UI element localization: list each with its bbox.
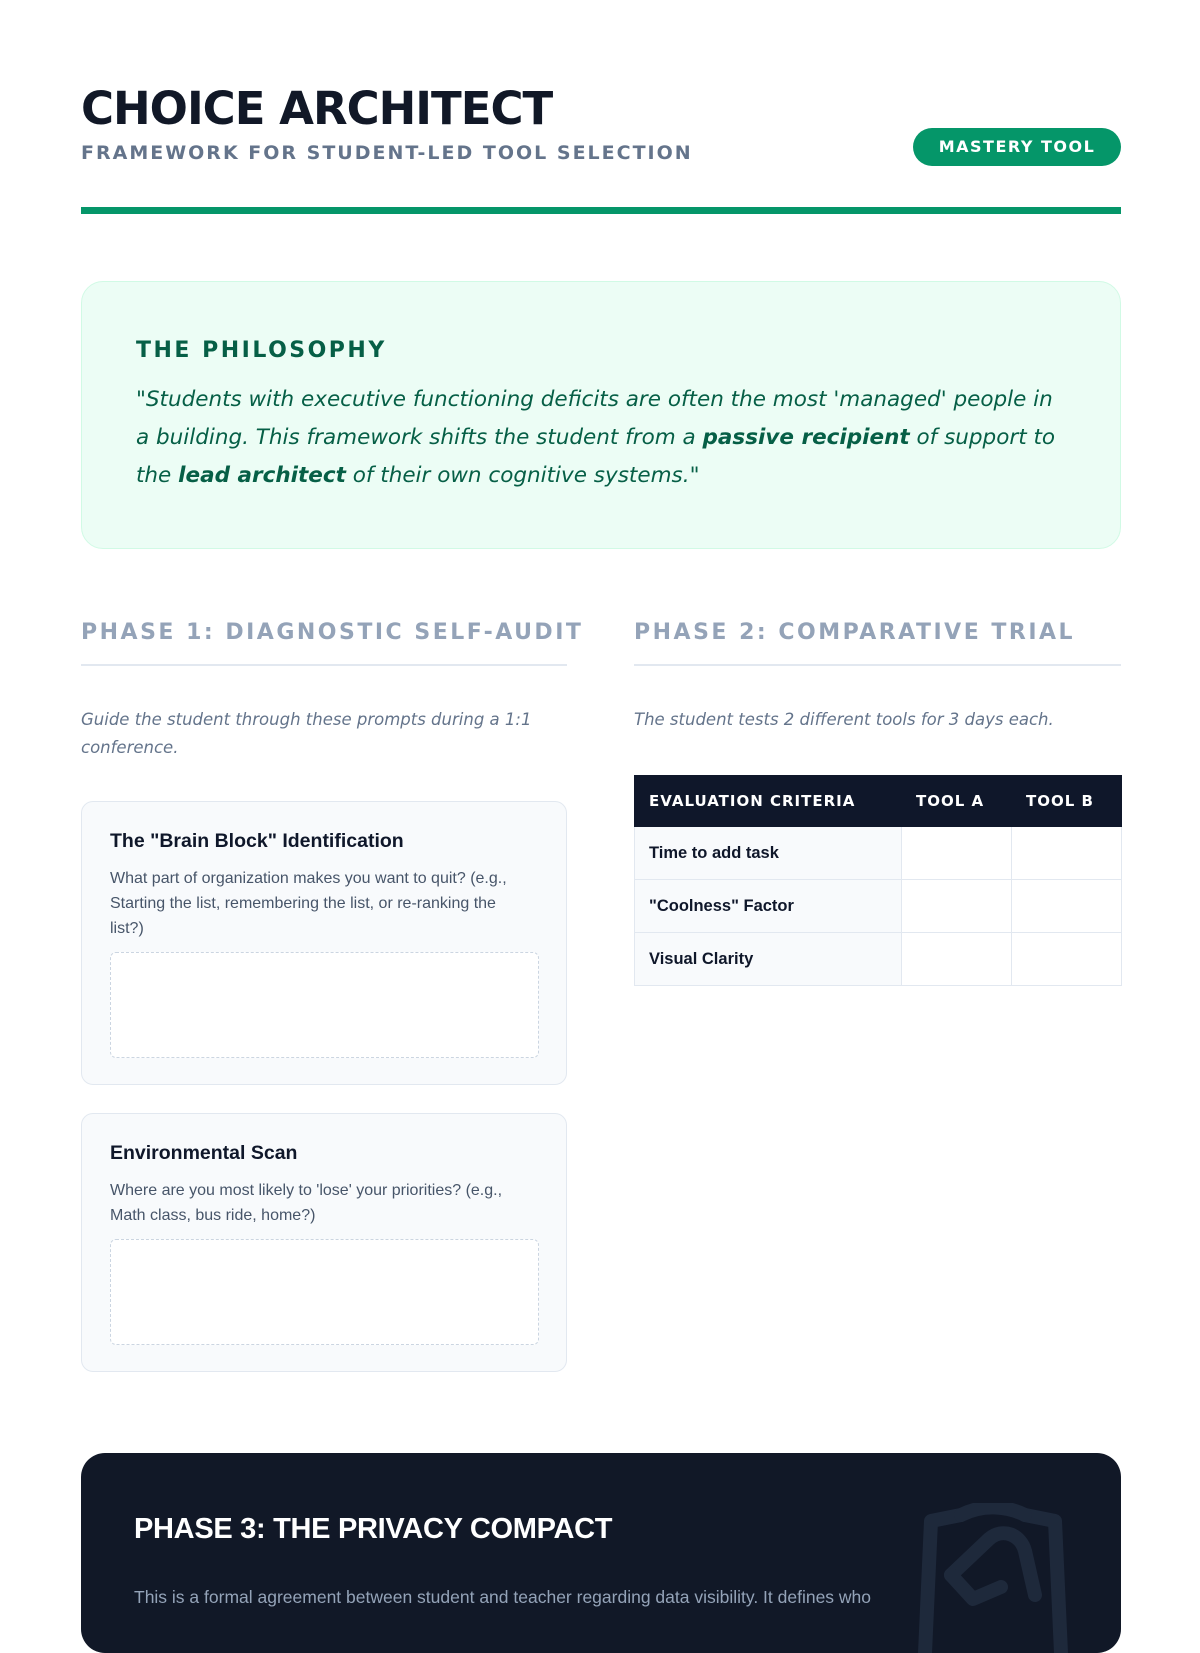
table-row — [635, 880, 1122, 933]
phase3-description: This is a formal agreement between student and teacher regarding data visibility. It defines who — [134, 1587, 872, 1607]
tool-b-score-cell[interactable] — [1012, 880, 1122, 933]
handshake-icon — [913, 1503, 1073, 1653]
phase1-divider — [81, 664, 567, 666]
document-header — [81, 82, 1121, 214]
tool-b-score-cell[interactable] — [1012, 827, 1122, 880]
quote-emphasis: lead architect — [178, 463, 346, 488]
card-prompt: Where are you most likely to 'lose' your priorities? (e.g., Math class, bus ride, home?) — [110, 1182, 503, 1224]
audit-card-environmental-scan — [81, 1113, 567, 1372]
phase1-heading: PHASE 1: DIAGNOSTIC SELF-AUDIT — [81, 620, 584, 645]
philosophy-panel — [81, 281, 1121, 549]
column-header-criteria: EVALUATION CRITERIA — [635, 776, 902, 827]
table-row — [635, 933, 1122, 986]
column-header-tool-a: TOOL A — [902, 776, 1012, 827]
evaluation-table — [634, 775, 1122, 986]
phase1-note: Guide the student through these prompts during a 1:1 conference. — [81, 710, 532, 757]
phase3-heading: PHASE 3: THE PRIVACY COMPACT — [134, 1513, 613, 1545]
page-subtitle: FRAMEWORK FOR STUDENT-LED TOOL SELECTION — [81, 142, 693, 164]
quote-text: "Students with executive functioning deficits are often the most 'managed' people in a building. This framework shifts the student from a — [136, 387, 1053, 450]
answer-field[interactable] — [110, 1239, 539, 1345]
quote-text: of their own cognitive systems." — [345, 463, 700, 488]
quote-emphasis: passive recipient — [702, 425, 910, 450]
criteria-cell: Visual Clarity — [635, 933, 902, 986]
phase2-divider — [634, 664, 1121, 666]
answer-field[interactable] — [110, 952, 539, 1058]
criteria-cell: "Coolness" Factor — [635, 880, 902, 933]
tool-b-score-cell[interactable] — [1012, 933, 1122, 986]
tool-a-score-cell[interactable] — [902, 880, 1012, 933]
quote-text: of support to the — [136, 425, 1056, 488]
privacy-compact-panel — [81, 1453, 1121, 1653]
column-header-tool-b: TOOL B — [1012, 776, 1122, 827]
audit-card-brain-block — [81, 801, 567, 1085]
criteria-cell: Time to add task — [635, 827, 902, 880]
tool-a-score-cell[interactable] — [902, 827, 1012, 880]
table-row — [635, 827, 1122, 880]
tool-a-score-cell[interactable] — [902, 933, 1012, 986]
header-divider — [81, 207, 1121, 214]
phase2-note: The student tests 2 different tools for 3 days each. — [634, 710, 1054, 729]
card-title: The "Brain Block" Identification — [110, 830, 404, 852]
mastery-badge: MASTERY TOOL — [913, 128, 1121, 166]
card-title: Environmental Scan — [110, 1142, 298, 1164]
table-header-row — [635, 776, 1122, 827]
philosophy-heading: THE PHILOSOPHY — [136, 338, 387, 363]
phase2-heading: PHASE 2: COMPARATIVE TRIAL — [634, 620, 1076, 645]
page-title: CHOICE ARCHITECT — [81, 82, 553, 135]
card-prompt: What part of organization makes you want to quit? (e.g., Starting the list, remembering the list, or re-ranking the list?) — [110, 870, 507, 937]
philosophy-quote — [136, 381, 1066, 495]
